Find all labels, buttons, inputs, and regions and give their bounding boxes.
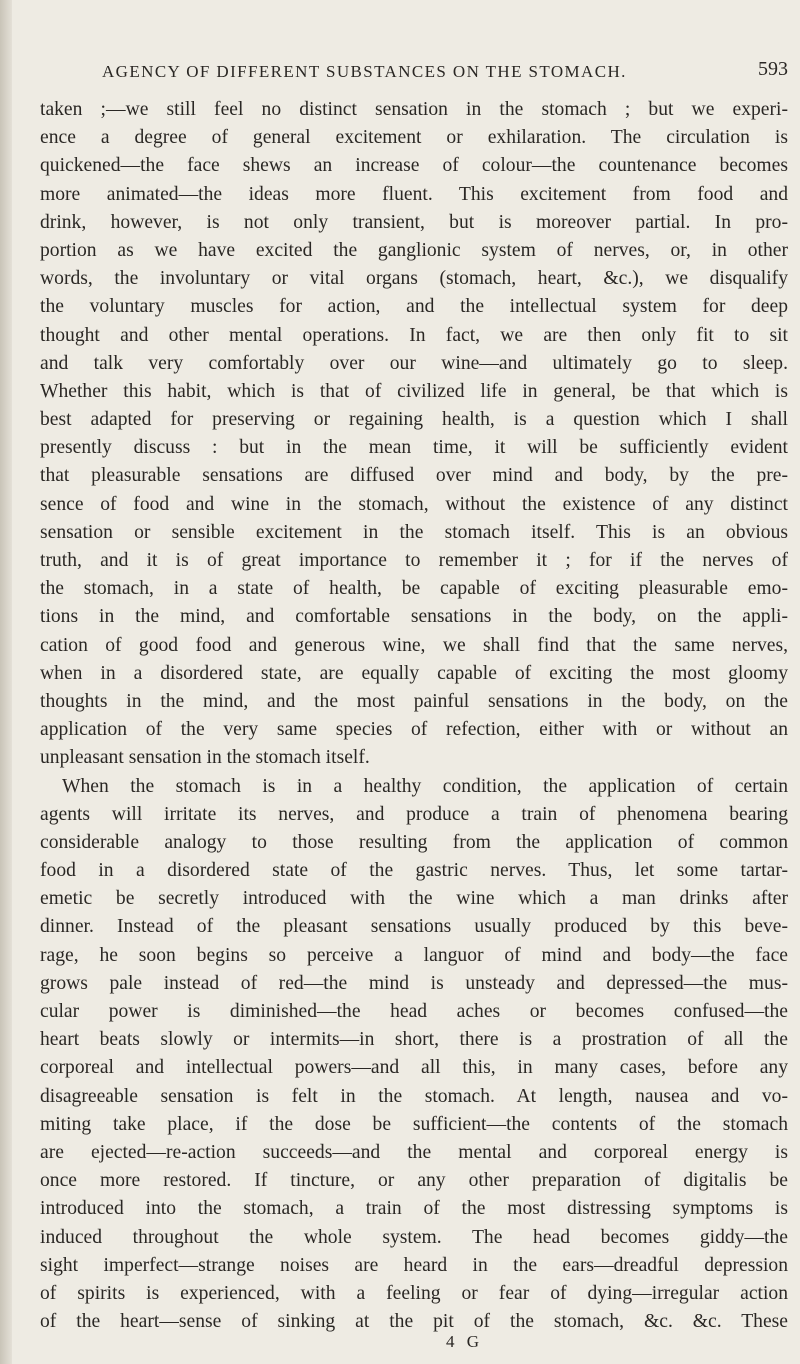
body-text <box>40 96 788 1336</box>
text-line: are ejected—re-action succeeds—and the mental and corporeal energy is <box>40 1141 788 1163</box>
signature-mark: 4 G <box>446 1332 484 1352</box>
text-line: grows pale instead of red—the mind is unsteady and depressed—the mus- <box>40 972 788 994</box>
text-line: miting take place, if the dose be sufficient—the contents of the stomach <box>40 1113 788 1135</box>
text-line: presently discuss : but in the mean time, it will be sufficiently evident <box>40 437 788 459</box>
text-line: cular power is diminished—the head aches or becomes confused—the <box>40 1001 788 1022</box>
text-line: agents will irritate its nerves, and produce a train of phenomena bearing <box>40 803 788 825</box>
text-line: the voluntary muscles for action, and the intellectual system for deep <box>40 296 788 318</box>
text-line: considerable analogy to those resulting from the application of common <box>40 831 788 853</box>
text-line: that pleasurable sensations are diffused over mind and body, by the pre- <box>40 465 788 487</box>
text-line: unpleasant sensation in the stomach itself. <box>40 747 370 769</box>
text-line: truth, and it is of great importance to remember it ; for if the nerves of <box>40 550 788 571</box>
text-line: sensation or sensible excitement in the stomach itself. This is an obvious <box>40 521 788 543</box>
text-line: emetic be secretly introduced with the wine which a man drinks after <box>40 888 788 910</box>
text-line: and talk very comfortably over our wine—and ultimately go to sleep. <box>40 352 788 374</box>
page-number: 593 <box>758 58 788 80</box>
text-line: sence of food and wine in the stomach, without the existence of any distinct <box>40 493 788 515</box>
page-header <box>40 58 788 96</box>
text-line: thoughts in the mind, and the most painful sensations in the body, on the <box>40 690 788 712</box>
binding-gutter <box>0 0 12 1364</box>
text-line: thought and other mental operations. In fact, we are then only fit to sit <box>40 324 788 346</box>
text-line: drink, however, is not only transient, but is moreover partial. In pro- <box>40 211 788 233</box>
text-line: more animated—the ideas more fluent. This excitement from food and <box>40 183 788 205</box>
text-line: Whether this habit, which is that of civilized life in general, be that which is <box>40 380 788 402</box>
text-line: best adapted for preserving or regaining health, is a question which I shall <box>40 409 788 431</box>
running-head: AGENCY OF DIFFERENT SUBSTANCES ON THE STOMACH. <box>102 62 627 81</box>
text-line: disagreeable sensation is felt in the stomach. At length, nausea and vo- <box>40 1085 788 1107</box>
text-line: of the heart—sense of sinking at the pit of the stomach, &c. &c. These <box>40 1311 788 1333</box>
text-line: of spirits is experienced, with a feeling or fear of dying—irregular action <box>40 1282 788 1304</box>
text-line: rage, he soon begins so perceive a languor of mind and body—the face <box>40 944 788 966</box>
text-line: food in a disordered state of the gastric nerves. Thus, let some tartar- <box>40 860 788 882</box>
text-line: tions in the mind, and comfortable sensations in the body, on the appli- <box>40 606 788 628</box>
text-line: induced throughout the whole system. The head becomes giddy—the <box>40 1226 788 1248</box>
text-line: sight imperfect—strange noises are heard in the ears—dreadful depression <box>40 1254 788 1276</box>
text-line: corporeal and intellectual powers—and all this, in many cases, before any <box>40 1057 788 1079</box>
text-line: heart beats slowly or intermits—in short, there is a prostration of all the <box>40 1029 788 1051</box>
text-line: portion as we have excited the ganglionic system of nerves, or, in other <box>40 239 788 261</box>
text-line: dinner. Instead of the pleasant sensations usually produced by this beve- <box>40 916 788 938</box>
text-line: application of the very same species of refection, either with or without an <box>40 719 788 741</box>
text-line: taken ;—we still feel no distinct sensation in the stomach ; but we experi- <box>40 99 788 120</box>
text-line: When the stomach is in a healthy condition, the application of certain <box>62 775 788 797</box>
text-line: ence a degree of general excitement or exhilaration. The circulation is <box>40 127 788 149</box>
text-line: cation of good food and generous wine, we shall find that the same nerves, <box>40 634 788 656</box>
text-line: introduced into the stomach, a train of the most distressing symptoms is <box>40 1198 788 1220</box>
text-line: when in a disordered state, are equally capable of exciting the most gloomy <box>40 662 788 684</box>
text-line: words, the involuntary or vital organs (stomach, heart, &c.), we disqualify <box>40 268 788 290</box>
text-line: once more restored. If tincture, or any other preparation of digitalis be <box>40 1170 788 1192</box>
book-page <box>40 58 788 1352</box>
text-line: quickened—the face shews an increase of colour—the countenance becomes <box>40 155 788 177</box>
text-line: the stomach, in a state of health, be capable of exciting pleasurable emo- <box>40 578 788 600</box>
